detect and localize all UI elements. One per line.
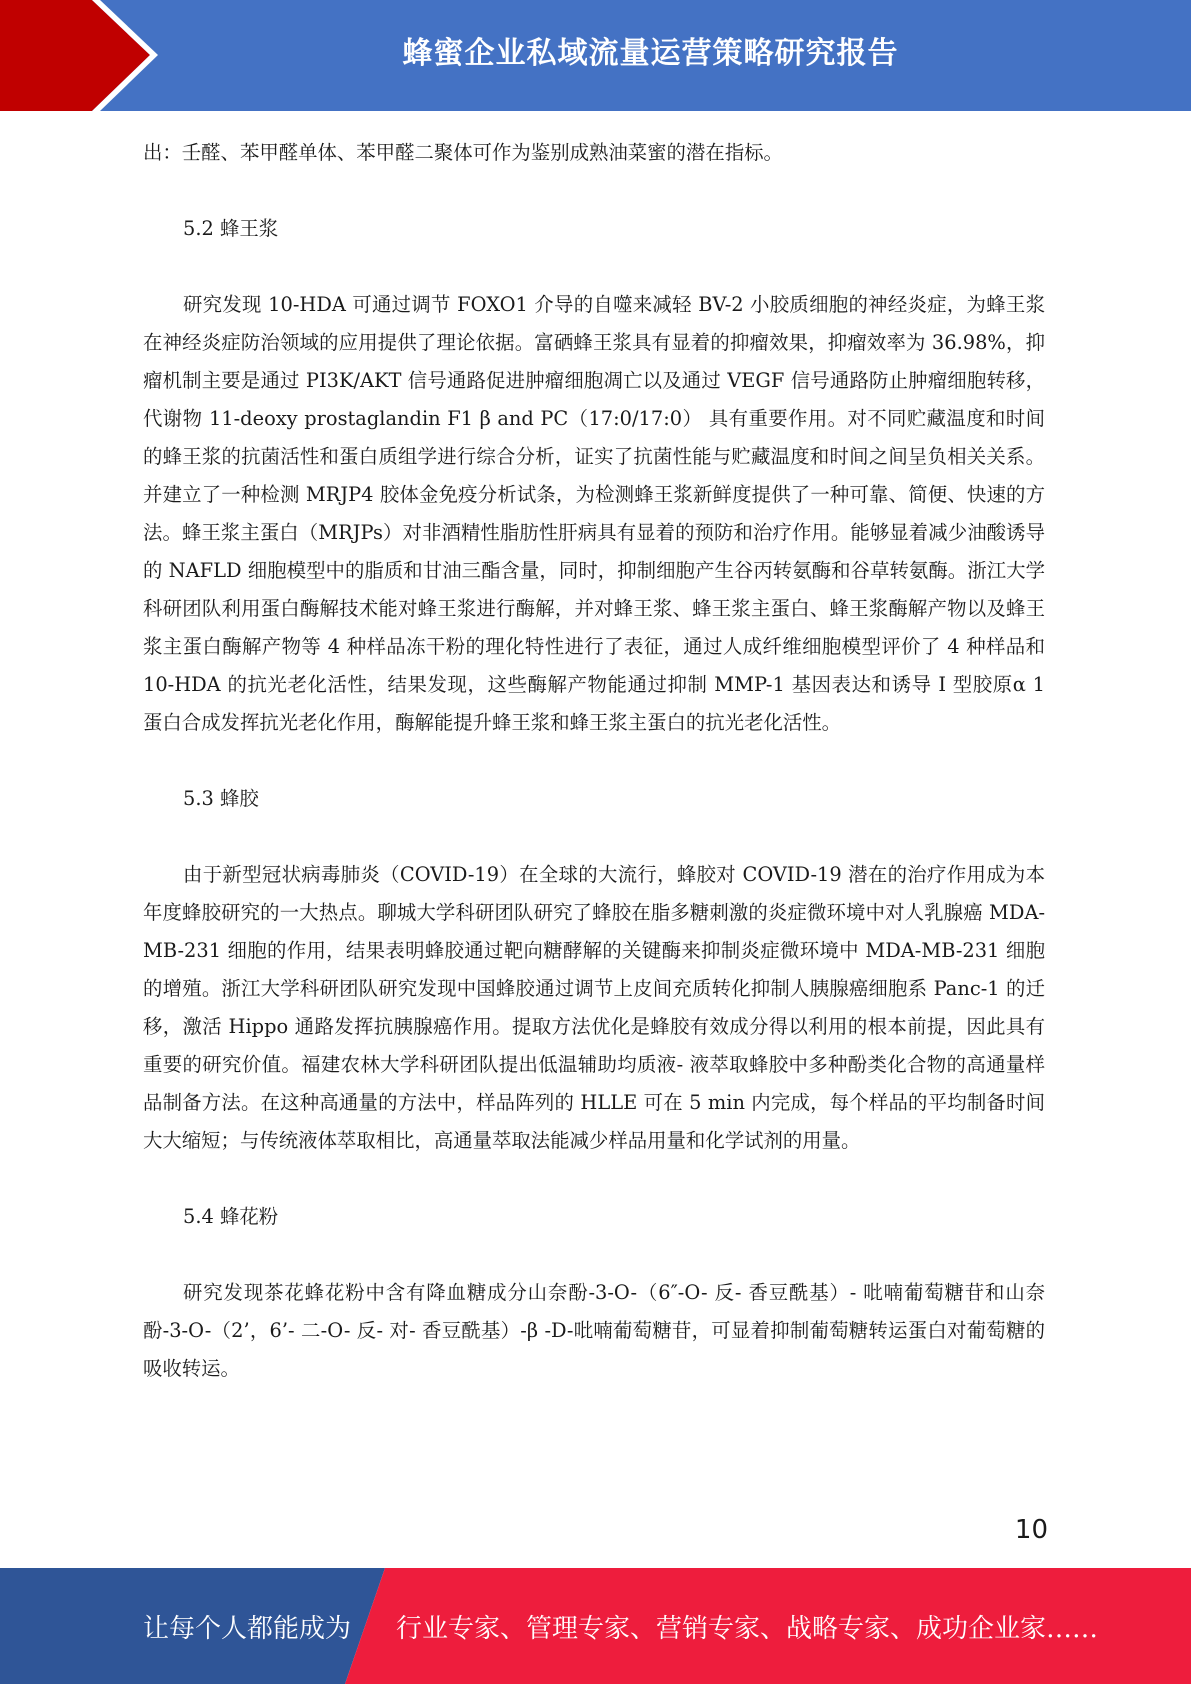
- paragraph-propolis: 由于新型冠状病毒肺炎（COVID-19）在全球的大流行，蜂胶对 COVID-19 潜在的治疗作用成为本年度蜂胶研究的一大热点。聊城大学科研团队研究了蜂胶在脂多糖刺激的炎症微环境中对人乳腺癌 MDA-MB-231 细胞的作用，结果表明蜂胶通过靶向糖酵解的关键酶来抑制炎症微环境中 MDA-MB-231 细胞的增殖。浙江大学科研团队研究发现中国蜂胶通过调节上皮间充质转化抑制人胰腺癌细胞系 Panc-1 的迁移，激活 Hippo 通路发挥抗胰腺癌作用。提取方法优化是蜂胶有效成分得以利用的根本前提，因此具有重要的研究价值。福建农林大学科研团队提出低温辅助均质液- 液萃取蜂胶中多种酚类化合物的高通量样品制备方法。在这种高通量的方法中，样品阵列的 HLLE 可在 5 min 内完成，每个样品的平均制备时间大大缩短；与传统液体萃取相比，高通量萃取法能减少样品用量和化学试剂的用量。: [143, 863, 1045, 1152]
- document-body: [143, 134, 1045, 1388]
- footer-slogan-right: 行业专家、管理专家、营销专家、战略专家、成功企业家……: [396, 1613, 1099, 1644]
- page-header: [0, 0, 1191, 111]
- section-heading-propolis: 5.3 蜂胶: [183, 787, 259, 810]
- paragraph-royal-jelly: 研究发现 10-HDA 可通过调节 FOXO1 介导的自噬来减轻 BV-2 小胶质细胞的神经炎症，为蜂王浆在神经炎症防治领域的应用提供了理论依据。富硒蜂王浆具有显着的抑瘤效果，抑瘤效率为 36.98%，抑瘤机制主要是通过 PI3K/AKT 信号通路促进肿瘤细胞凋亡以及通过 VEGF 信号通路防止肿瘤细胞转移，代谢物 11-deoxy prostaglandin F1 β and PC（17:0/17:0） 具有重要作用。对不同贮藏温度和时间的蜂王浆的抗菌活性和蛋白质组学进行综合分析，证实了抗菌性能与贮藏温度和时间之间呈负相关关系。并建立了一种检测 MRJP4 胶体金免疫分析试条，为检测蜂王浆新鲜度提供了一种可靠、简便、快速的方法。蜂王浆主蛋白（MRJPs）对非酒精性脂肪性肝病具有显着的预防和治疗作用。能够显着减少油酸诱导的 NAFLD 细胞模型中的脂质和甘油三酯含量，同时，抑制细胞产生谷丙转氨酶和谷草转氨酶。浙江大学科研团队利用蛋白酶解技术能对蜂王浆进行酶解，并对蜂王浆、蜂王浆主蛋白、蜂王浆酶解产物以及蜂王浆主蛋白酶解产物等 4 种样品冻干粉的理化特性进行了表征，通过人成纤维细胞模型评价了 4 种样品和 10-HDA 的抗光老化活性，结果发现，这些酶解产物能通过抑制 MMP-1 基因表达和诱导 I 型胶原α 1 蛋白合成发挥抗光老化作用，酶解能提升蜂王浆和蜂王浆主蛋白的抗光老化活性。: [143, 293, 1045, 734]
- page-number: 10: [1014, 1515, 1048, 1545]
- footer-slogan-left: 让每个人都能成为: [143, 1613, 352, 1644]
- page-footer: [0, 1568, 1191, 1684]
- report-title: 蜂蜜企业私域流量运营策略研究报告: [402, 36, 899, 71]
- section-heading-bee-pollen: 5.4 蜂花粉: [183, 1205, 279, 1228]
- section-heading-royal-jelly: 5.2 蜂王浆: [183, 217, 279, 240]
- continuation-paragraph: 出：壬醛、苯甲醛单体、苯甲醛二聚体可作为鉴别成熟油菜蜜的潜在指标。: [143, 141, 783, 164]
- paragraph-bee-pollen: 研究发现茶花蜂花粉中含有降血糖成分山奈酚-3-O-（6″-O- 反- 香豆酰基）- 吡喃葡萄糖苷和山奈酚-3-O-（2’，6’- 二-O- 反- 对- 香豆酰基）-β -D-吡喃葡萄糖苷，可显着抑制葡萄糖转运蛋白对葡萄糖的吸收转运。: [143, 1281, 1045, 1380]
